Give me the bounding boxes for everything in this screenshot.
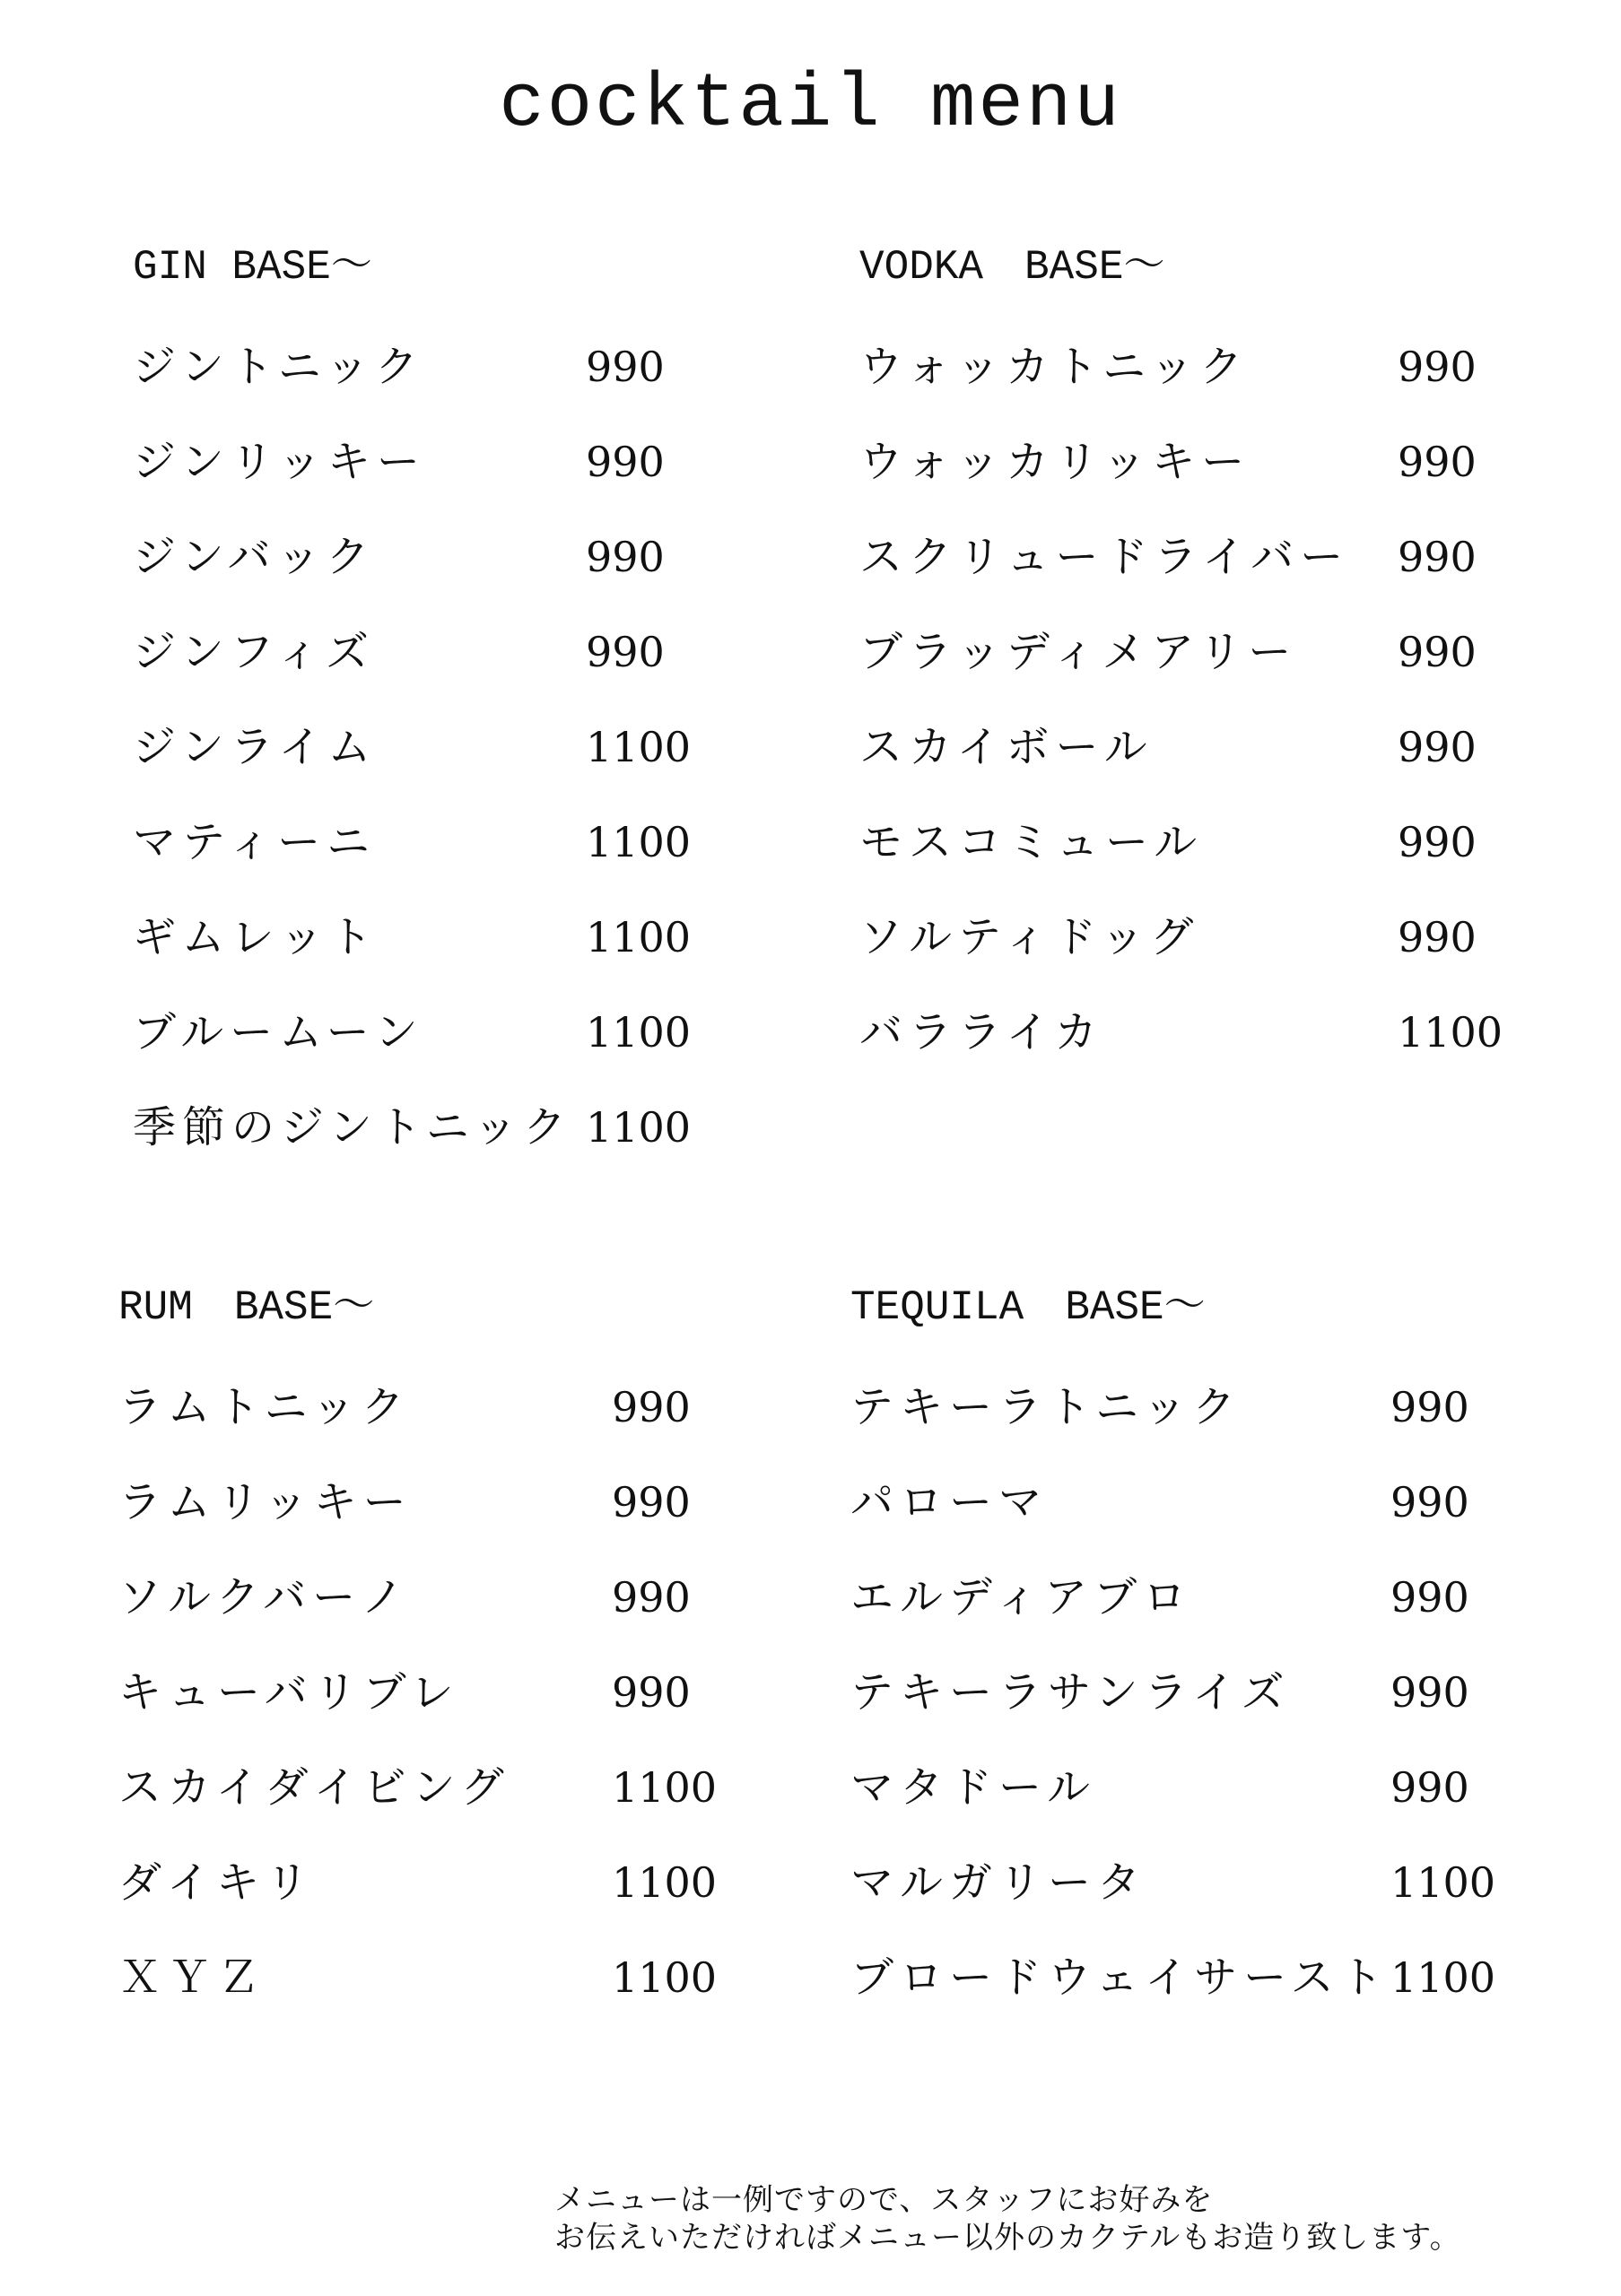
menu-item [133,319,665,414]
item-name: ジンフィズ [133,627,375,677]
item-price: 990 [1398,628,1477,676]
item-price: 1100 [586,723,692,771]
item-price: 1100 [586,818,692,866]
menu-item [850,1360,1469,1455]
menu-item [850,1835,1496,1930]
item-name: テキーラトニック [850,1382,1242,1432]
menu-item [850,1550,1469,1645]
item-price: 990 [612,1573,691,1622]
item-name: ジンリッキー [133,437,426,487]
menu-item [118,1645,691,1740]
item-price: 990 [1390,1763,1469,1812]
menu-item [118,1930,718,2025]
item-name: マティーニ [133,817,377,867]
item-name: エルディアブロ [850,1572,1193,1622]
section-heading: VODKA BASE〜 [859,244,1165,291]
item-price: 990 [1390,1383,1469,1431]
item-price: 990 [1398,438,1477,486]
item-name: ジンライム [133,722,378,772]
menu-item [859,700,1477,795]
item-price: 990 [586,628,665,676]
item-price: 990 [1398,343,1477,391]
item-name: ギムレット [133,912,379,962]
item-name: キューバリブレ [118,1667,460,1718]
vodka-base-section [859,240,1503,1080]
item-name: ウォッカリッキー [859,437,1251,487]
menu-item [118,1740,718,1835]
item-name: ＸＹＺ [118,1952,267,2003]
item-price: 1100 [612,1858,718,1907]
item-price: 990 [1398,818,1477,866]
item-name: マルガリータ [850,1857,1147,1908]
item-price: 990 [1398,913,1477,961]
item-name: ソルクバーノ [118,1572,411,1622]
menu-item [850,1930,1496,2025]
footer-line-1: メニューは一例ですので、スタッフにお好みを [554,2182,1214,2218]
item-name: モスコミュール [859,817,1204,867]
item-price: 990 [612,1478,691,1526]
menu-item [850,1740,1469,1835]
item-price: 990 [1398,533,1477,581]
footer-line-2: お伝えいただければメニュー以外のカクテルもお造り致します。 [554,2220,1461,2256]
menu-item [850,1455,1469,1550]
item-name: 季節のジントニック [133,1102,572,1152]
item-name: ブロードウェイサースト [850,1952,1390,2003]
menu-title: cocktail menu [499,63,1122,148]
menu-item [859,890,1477,985]
item-price: 1100 [612,1763,718,1812]
rum-base-section [118,1281,718,2025]
footer-note [554,2181,1461,2257]
menu-item [133,604,665,700]
item-name: ソルティドッグ [859,912,1200,962]
menu-item [118,1835,718,1930]
menu-item [133,890,692,985]
item-price: 1100 [1390,1953,1496,2002]
item-price: 990 [1390,1668,1469,1717]
menu-item [133,1080,692,1175]
menu-item [133,414,665,509]
gin-base-section [133,240,692,1175]
item-name: スカイダイビング [118,1762,510,1813]
menu-item [118,1550,691,1645]
section-heading: GIN BASE〜 [133,244,372,291]
section-heading: TEQUILA BASE〜 [850,1284,1206,1331]
menu-item [133,509,665,604]
menu-item [850,1645,1469,1740]
item-price: 990 [1390,1573,1469,1622]
item-name: ラムリッキー [118,1477,413,1527]
item-price: 990 [612,1383,691,1431]
item-name: ブラッディメアリー [859,627,1298,677]
item-price: 990 [1398,723,1477,771]
item-name: ウォッカトニック [859,342,1250,392]
menu-item [859,604,1477,700]
menu-item [133,985,692,1080]
menu-item [859,319,1477,414]
item-price: 1100 [1390,1858,1496,1907]
item-price: 990 [1390,1478,1469,1526]
menu-item [859,795,1477,890]
menu-item [859,509,1477,604]
item-name: ラムトニック [118,1382,411,1432]
item-name: ジンバック [133,532,376,582]
item-price: 1100 [586,1103,692,1152]
menu-item [118,1360,691,1455]
item-price: 990 [586,438,665,486]
item-name: ブルームーン [133,1007,424,1057]
item-name: スカイボール [859,722,1154,772]
item-price: 990 [612,1668,691,1717]
section-heading: RUM BASE〜 [118,1284,375,1331]
menu-item [118,1455,691,1550]
item-price: 1100 [586,1008,692,1057]
item-name: ダイキリ [118,1857,316,1908]
menu-item [133,795,692,890]
item-price: 1100 [1398,1008,1503,1057]
item-name: テキーラサンライズ [850,1667,1291,1718]
menu-item [859,414,1477,509]
item-name: パローマ [850,1477,1049,1527]
menu-item [133,700,692,795]
item-name: ジントニック [133,342,424,392]
item-name: スクリュードライバー [859,532,1350,582]
menu-item [859,985,1503,1080]
item-name: バラライカ [859,1007,1104,1057]
item-price: 990 [586,533,665,581]
item-name: マタドール [850,1762,1097,1813]
item-price: 1100 [612,1953,718,2002]
item-price: 1100 [586,913,692,961]
item-price: 990 [586,343,665,391]
tequila-base-section [850,1281,1496,2025]
